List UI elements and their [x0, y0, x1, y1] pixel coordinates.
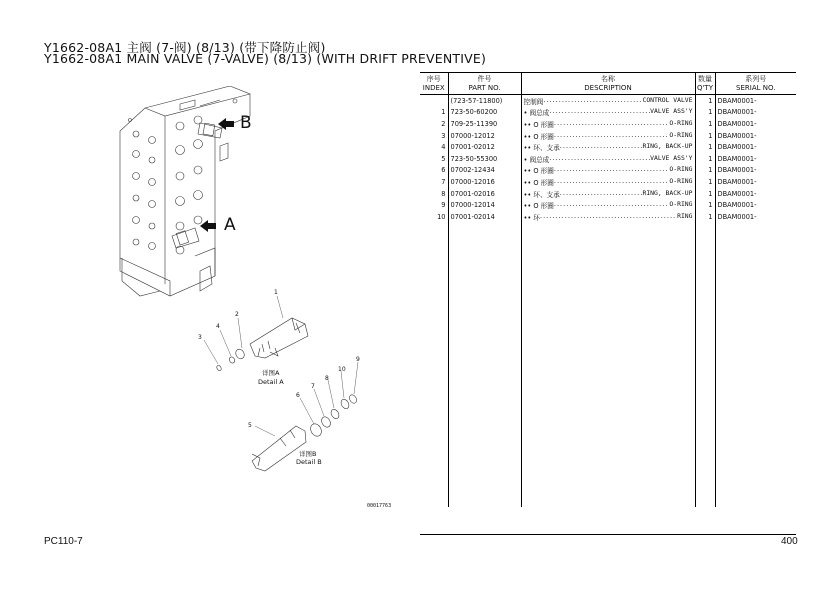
- row-index: 9: [441, 201, 446, 210]
- header-part-cn: 件号: [448, 73, 521, 85]
- table-row: [420, 188, 796, 200]
- header-part-en: PART NO.: [448, 84, 521, 95]
- row-quantity: 1: [695, 165, 715, 177]
- row-part-number: 07000-12014: [448, 199, 521, 211]
- row-index: 2: [441, 119, 446, 128]
- row-description-cn: •• O 形圈: [523, 178, 554, 187]
- row-quantity: 1: [695, 188, 715, 200]
- leader-dots: [560, 142, 643, 152]
- header-serial-en: SERIAL NO.: [715, 84, 796, 95]
- row-part-number: 07001-02014: [448, 211, 521, 223]
- row-description-cn: •• O 形圈: [523, 132, 554, 141]
- row-serial: DBAM0001-: [715, 199, 796, 211]
- page-title-english: Y1662-08A1 MAIN VALVE (7-VALVE) (8/13) (WITH DRIFT PREVENTIVE): [44, 51, 487, 66]
- row-description-cn: 控制阀: [523, 97, 544, 106]
- parts-table: [420, 72, 796, 507]
- detail-b-label-cn: 详图B: [299, 450, 317, 458]
- row-description: [521, 199, 695, 211]
- callout-3: 3: [198, 334, 202, 341]
- row-index: 5: [441, 154, 446, 163]
- callout-8: 8: [325, 375, 329, 382]
- row-serial: DBAM0001-: [715, 141, 796, 153]
- exploded-parts-diagram: [100, 86, 400, 486]
- callout-4: 4: [216, 323, 220, 330]
- row-description: [521, 130, 695, 142]
- row-serial: DBAM0001-: [715, 107, 796, 119]
- row-quantity: 1: [695, 130, 715, 142]
- parts-list: [420, 72, 796, 534]
- row-serial: DBAM0001-: [715, 211, 796, 223]
- detail-b-label-en: Detail B: [296, 458, 322, 466]
- row-index: 6: [441, 166, 446, 175]
- row-part-number: 07000-12016: [448, 176, 521, 188]
- installed-valve-a: [172, 228, 199, 248]
- leader-dots: [543, 96, 642, 106]
- arrow-b-icon: [218, 118, 234, 130]
- callout-leaders: [204, 296, 358, 436]
- page-number: 400: [781, 536, 798, 547]
- row-description: [521, 176, 695, 188]
- row-serial: DBAM0001-: [715, 176, 796, 188]
- row-part-number: 07001-02016: [448, 188, 521, 200]
- leader-dots: [554, 200, 670, 210]
- row-description-en: O-RING: [669, 200, 693, 209]
- row-index: 3: [441, 131, 446, 140]
- row-index: 8: [441, 189, 446, 198]
- row-part-number: 07002-12434: [448, 165, 521, 177]
- row-description: [521, 141, 695, 153]
- detail-a-label-cn: 详图A: [262, 369, 280, 377]
- detail-a-label-en: Detail A: [258, 378, 284, 386]
- page-title-chinese: Y1662-08A1 主阀 (7-阀) (8/13) (带下降防止阀): [44, 40, 326, 55]
- valve-block-body: [120, 86, 250, 296]
- row-description: [521, 188, 695, 200]
- table-row: [420, 165, 796, 177]
- row-quantity: 1: [695, 107, 715, 119]
- header-qty-en: Q'TY: [695, 84, 715, 95]
- image-code: 00017763: [367, 503, 392, 509]
- header-index-en: INDEX: [420, 84, 448, 95]
- row-quantity: 1: [695, 176, 715, 188]
- leader-dots: [554, 119, 670, 129]
- callout-5: 5: [248, 422, 252, 429]
- row-description-cn: •• O 形圈: [523, 202, 554, 211]
- row-description-en: RING: [677, 211, 693, 220]
- label-a: A: [224, 215, 236, 235]
- row-description-en: O-RING: [669, 130, 693, 139]
- table-row: [420, 153, 796, 165]
- callout-2: 2: [235, 311, 239, 318]
- row-index: 10: [437, 212, 446, 221]
- callout-10: 10: [338, 366, 346, 373]
- row-index: 1: [441, 108, 446, 117]
- row-quantity: 1: [695, 211, 715, 223]
- row-serial: DBAM0001-: [715, 118, 796, 130]
- header-row-cn: [420, 73, 796, 85]
- row-part-number: (723-57-11800): [448, 95, 521, 107]
- table-row: [420, 211, 796, 223]
- row-description-cn: •• O 形圈: [523, 167, 554, 176]
- header-desc-en: DESCRIPTION: [521, 84, 695, 95]
- row-description-cn: • 阀总成: [523, 109, 550, 118]
- row-description: [521, 211, 695, 223]
- label-b: B: [240, 113, 252, 133]
- callout-7: 7: [311, 383, 315, 390]
- table-row: [420, 95, 796, 107]
- row-description: [521, 153, 695, 165]
- header-qty-cn: 数量: [695, 73, 715, 85]
- row-description-cn: •• 环、支承: [523, 144, 560, 153]
- row-description: [521, 118, 695, 130]
- row-description: [521, 95, 695, 107]
- row-quantity: 1: [695, 153, 715, 165]
- row-description-en: CONTROL VALVE: [642, 95, 693, 104]
- row-serial: DBAM0001-: [715, 130, 796, 142]
- row-description-en: O-RING: [669, 165, 693, 174]
- row-description-cn: •• 环、支承: [523, 190, 560, 199]
- row-part-number: 709-25-11390: [448, 118, 521, 130]
- row-quantity: 1: [695, 141, 715, 153]
- header-serial-cn: 系列号: [715, 73, 796, 85]
- row-index: 7: [441, 177, 446, 186]
- row-serial: DBAM0001-: [715, 95, 796, 107]
- row-quantity: 1: [695, 95, 715, 107]
- row-description-cn: • 阀总成: [523, 155, 550, 164]
- row-description-en: VALVE ASS'Y: [650, 153, 693, 162]
- row-description-en: VALVE ASS'Y: [650, 107, 693, 116]
- table-bottom-rule: [420, 534, 796, 535]
- header-index-cn: 序号: [420, 73, 448, 85]
- arrow-a-icon: [200, 220, 216, 232]
- row-serial: DBAM0001-: [715, 153, 796, 165]
- callout-9: 9: [356, 356, 360, 363]
- row-part-number: 07001-02012: [448, 141, 521, 153]
- table-row: [420, 107, 796, 119]
- row-description-cn: •• O 形圈: [523, 120, 554, 129]
- row-description-en: O-RING: [669, 118, 693, 127]
- row-index: 4: [441, 143, 446, 152]
- callout-6: 6: [296, 392, 300, 399]
- table-row: [420, 118, 796, 130]
- header-desc-cn: 名称: [521, 73, 695, 85]
- row-serial: DBAM0001-: [715, 165, 796, 177]
- leader-dots: [549, 154, 650, 164]
- row-serial: DBAM0001-: [715, 188, 796, 200]
- leader-dots: [560, 189, 643, 199]
- leader-dots: [540, 212, 677, 222]
- model-number: PC110-7: [44, 536, 83, 547]
- row-description-en: O-RING: [669, 176, 693, 185]
- leader-dots: [554, 165, 670, 175]
- row-quantity: 1: [695, 199, 715, 211]
- row-part-number: 723-50-60200: [448, 107, 521, 119]
- table-row: [420, 141, 796, 153]
- table-row: [420, 199, 796, 211]
- table-filler-row: [420, 223, 796, 507]
- row-part-number: 723-50-55300: [448, 153, 521, 165]
- header-row-en: [420, 84, 796, 95]
- callout-1: 1: [274, 289, 278, 296]
- row-description-cn: •• 环: [523, 213, 540, 222]
- row-part-number: 07000-12012: [448, 130, 521, 142]
- row-description: [521, 107, 695, 119]
- row-quantity: 1: [695, 118, 715, 130]
- leader-dots: [554, 177, 670, 187]
- row-description-en: RING, BACK-UP: [642, 188, 693, 197]
- table-row: [420, 176, 796, 188]
- installed-valve-b: [198, 123, 222, 138]
- detail-a-valve-assembly: [216, 318, 308, 371]
- table-row: [420, 130, 796, 142]
- leader-dots: [549, 107, 650, 117]
- row-index: [420, 95, 448, 107]
- leader-dots: [554, 131, 670, 141]
- row-description-en: RING, BACK-UP: [642, 142, 693, 151]
- row-description: [521, 165, 695, 177]
